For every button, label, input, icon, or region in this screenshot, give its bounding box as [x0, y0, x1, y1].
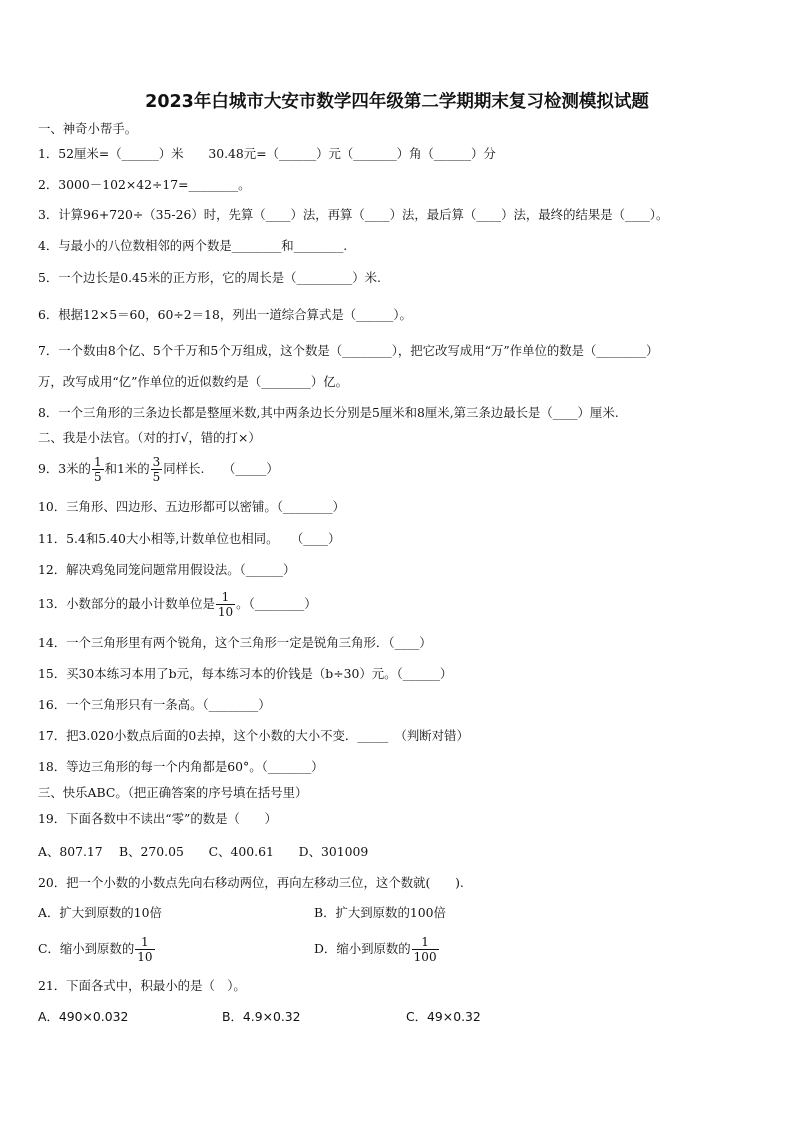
fraction-numerator: 3	[152, 455, 161, 469]
question-13-text-post: 。（________）	[236, 596, 317, 611]
fraction-denominator: 10	[217, 605, 234, 619]
fraction-denominator: 100	[413, 950, 437, 964]
question-16: 16．一个三角形只有一条高。（________）	[38, 697, 271, 712]
question-2: 2．3000－102×42÷17=________。	[38, 177, 251, 192]
fraction-numerator: 1	[412, 935, 439, 950]
option-d-text: D．缩小到原数的	[314, 941, 411, 956]
question-21: 21．下面各式中，积最小的是（ ）。	[38, 978, 246, 993]
question-20-option-a: A．扩大到原数的10倍	[38, 905, 162, 920]
fraction-one-fifth	[92, 455, 104, 484]
question-11: 11．5.4和5.40大小相等,计数单位也相同。 （____）	[38, 531, 341, 546]
section-1-heading: 一、神奇小帮手。	[38, 121, 138, 136]
fraction-numerator: 1	[135, 935, 154, 950]
fraction-one-tenth	[216, 590, 235, 619]
question-15: 15．买30本练习本用了b元，每本练习本的价钱是（b÷30）元。（______）	[38, 666, 453, 681]
fraction-numerator: 1	[216, 590, 235, 605]
question-12: 12．解决鸡兔同笼问题常用假设法。（______）	[38, 562, 296, 577]
question-20-option-b: B．扩大到原数的100倍	[314, 905, 446, 920]
question-13-text-pre: 13．小数部分的最小计数单位是	[38, 596, 215, 611]
question-20-option-c	[38, 932, 156, 966]
fraction-numerator: 1	[93, 455, 102, 469]
question-17: 17．把3.020小数点后面的0去掉，这个小数的大小不变．_____ （判断对错）	[38, 728, 469, 743]
fraction-denominator: 5	[93, 470, 102, 484]
question-20: 20．把一个小数的小数点先向右移动两位，再向左移动三位，这个数就( ).	[38, 875, 464, 890]
page-title: 2023年白城市大安市数学四年级第二学期期末复习检测模拟试题	[145, 92, 649, 112]
question-5: 5．一个边长是0.45米的正方形，它的周长是（_________）米.	[38, 270, 381, 285]
option-c-text: C．缩小到原数的	[38, 941, 135, 956]
question-9	[38, 454, 279, 484]
question-9-text-pre: 9．3米的	[38, 461, 91, 476]
fraction-one-hundredth	[412, 935, 439, 964]
section-3-heading: 三、快乐ABC。（把正确答案的序号填在括号里）	[38, 785, 308, 800]
question-4: 4．与最小的八位数相邻的两个数是________和________.	[38, 238, 348, 253]
question-7-line-1: 7．一个数由8个亿、5个千万和5个万组成，这个数是（________），把它改写成用“万”作单位的数是（________）	[38, 343, 659, 358]
question-19-options: A、807.17 B、270.05 C、400.61 D、301009	[38, 844, 369, 859]
question-9-text-mid: 和1米的	[104, 461, 150, 476]
question-13	[38, 589, 317, 619]
fraction-denominator: 10	[137, 950, 153, 964]
question-10: 10．三角形、四边形、五边形都可以密铺。（________）	[38, 499, 345, 514]
question-20-option-d	[314, 932, 440, 966]
question-8: 8．一个三角形的三条边长都是整厘米数,其中两条边长分别是5厘米和8厘米,第三条边最长是（____）厘米.	[38, 405, 619, 420]
question-7-line-2: 万，改写成用“亿”作单位的近似数约是（________）亿。	[38, 374, 349, 389]
question-3: 3．计算96+720÷（35-26）时，先算（____）法，再算（____）法，最后算（____）法，最终的结果是（____）。	[38, 207, 669, 222]
question-21-option-a: A．490×0.032	[38, 1009, 129, 1024]
fraction-three-fifths	[151, 455, 163, 484]
question-21-option-b: B．4.9×0.32	[222, 1009, 301, 1024]
question-1: 1．52厘米=（______）米 30.48元=（______）元（_______）角（______）分	[38, 146, 496, 161]
question-19: 19．下面各数中不读出“零”的数是（ ）	[38, 811, 278, 826]
section-2-heading: 二、我是小法官。（对的打√，错的打×）	[38, 430, 261, 445]
question-9-text-post: 同样长. （_____）	[163, 461, 279, 476]
fraction-denominator: 5	[152, 470, 161, 484]
question-6: 6．根据12×5＝60，60÷2＝18，列出一道综合算式是（______）。	[38, 307, 412, 322]
question-21-option-c: C．49×0.32	[406, 1009, 481, 1024]
question-18: 18．等边三角形的每一个内角都是60°。（_______）	[38, 759, 324, 774]
question-14: 14．一个三角形里有两个锐角，这个三角形一定是锐角三角形．（____）	[38, 635, 432, 650]
fraction-one-tenth	[135, 935, 154, 964]
